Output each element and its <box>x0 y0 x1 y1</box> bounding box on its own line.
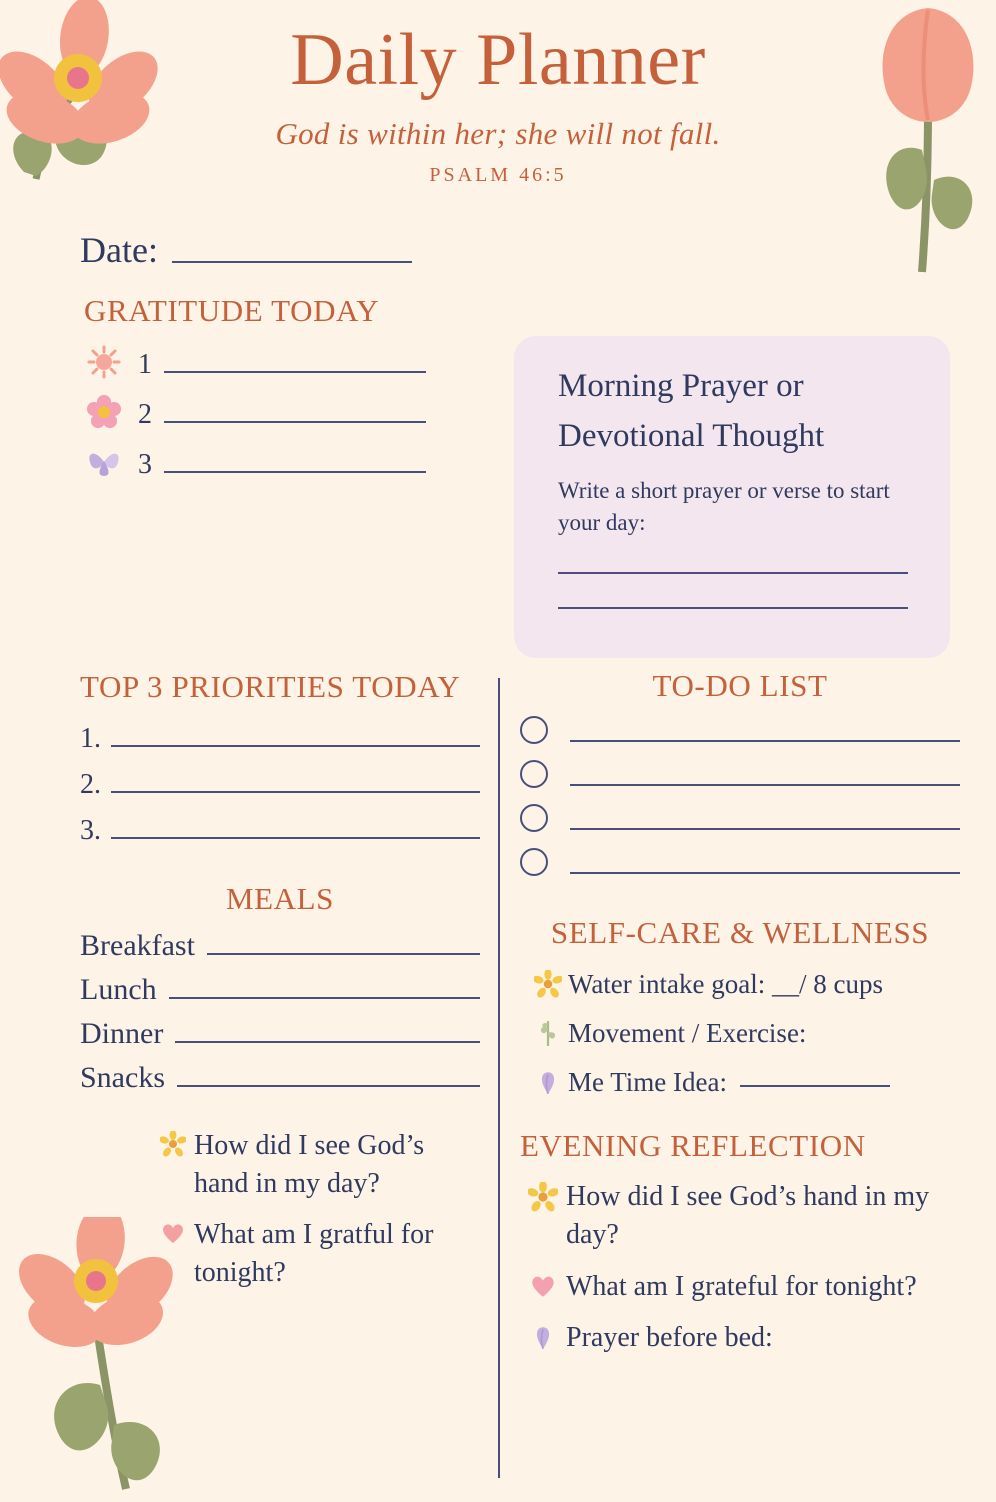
water-intake-value[interactable]: __/ 8 cups <box>772 968 883 999</box>
selfcare-item <box>528 967 960 1002</box>
left-reflection-list <box>160 1127 480 1292</box>
meal-input-line[interactable] <box>175 1040 480 1043</box>
evening-text: How did I see God’s hand in my day? <box>566 1181 930 1250</box>
sun-flower-icon <box>84 345 124 379</box>
priority-item <box>80 814 480 846</box>
left-reflection-item <box>160 1216 480 1292</box>
gratitude-number: 2 <box>138 398 152 430</box>
morning-prayer-subtitle: Write a short prayer or verse to start your day: <box>558 478 890 536</box>
yellow-flower-icon <box>520 1178 566 1212</box>
yellow-flower-icon <box>160 1127 194 1162</box>
left-column <box>80 668 480 1292</box>
meal-item <box>80 1016 480 1050</box>
gratitude-item <box>84 445 484 479</box>
selfcare-item <box>528 1065 960 1100</box>
yellow-flower-icon <box>528 970 568 998</box>
todo-input-line[interactable] <box>570 739 960 742</box>
evening-item <box>520 1268 960 1306</box>
evening-item <box>520 1319 960 1357</box>
meal-input-line[interactable] <box>177 1084 480 1087</box>
meal-label: Lunch <box>80 972 157 1006</box>
priority-number: 2. <box>80 768 101 800</box>
todo-item <box>520 804 960 836</box>
todo-input-line[interactable] <box>570 871 960 874</box>
selfcare-item <box>528 1016 960 1051</box>
meal-item <box>80 928 480 962</box>
selfcare-heading: SELF-CARE & WELLNESS <box>550 915 930 950</box>
evening-text: What am I grateful for tonight? <box>566 1270 917 1302</box>
meal-item <box>80 1060 480 1094</box>
morning-prayer-input-line[interactable] <box>558 606 908 609</box>
priority-item <box>80 722 480 754</box>
todo-checkbox[interactable] <box>520 716 548 744</box>
column-divider <box>498 678 500 1478</box>
todo-input-line[interactable] <box>570 827 960 830</box>
selfcare-label: Me Time Idea: <box>568 1066 727 1097</box>
priority-input-line[interactable] <box>111 836 480 839</box>
page-header <box>0 0 996 187</box>
todo-heading: TO-DO LIST <box>652 668 828 703</box>
todo-item <box>520 848 960 880</box>
gratitude-number: 1 <box>138 348 152 380</box>
heart-icon <box>520 1268 566 1300</box>
priority-number: 3. <box>80 814 101 846</box>
meals-heading: MEALS <box>225 880 335 916</box>
todo-checkbox[interactable] <box>520 760 548 788</box>
meal-item <box>80 972 480 1006</box>
left-reflection-item <box>160 1127 480 1203</box>
date-label: Date: <box>80 229 158 270</box>
evening-heading: EVENING REFLECTION <box>520 1128 866 1164</box>
todo-item <box>520 716 960 748</box>
morning-prayer-title: Morning Prayer or Devotional Thought <box>558 368 825 454</box>
priority-number: 1. <box>80 722 101 754</box>
page-title: Daily Planner <box>290 19 706 101</box>
meal-label: Dinner <box>80 1016 164 1050</box>
meal-input-line[interactable] <box>169 996 480 999</box>
gratitude-heading: GRATITUDE TODAY <box>84 292 380 328</box>
heart-icon <box>160 1216 194 1251</box>
meal-label: Snacks <box>80 1060 165 1094</box>
left-reflection-text: What am I gratful for tonight? <box>194 1219 434 1289</box>
gratitude-input-line[interactable] <box>164 420 426 423</box>
pink-flower-icon <box>84 395 124 429</box>
priorities-heading: TOP 3 PRIORITIES TODAY <box>80 669 461 704</box>
meal-label: Breakfast <box>80 928 195 962</box>
left-reflection-text: How did I see God’s hand in my day? <box>194 1129 425 1199</box>
priority-input-line[interactable] <box>111 744 480 747</box>
gratitude-item <box>84 345 484 379</box>
tulip-icon <box>528 1068 568 1096</box>
me-time-input-line[interactable] <box>740 1084 890 1087</box>
gratitude-number: 3 <box>138 448 152 480</box>
gratitude-input-line[interactable] <box>164 370 426 373</box>
gratitude-input-line[interactable] <box>164 470 426 473</box>
todo-checkbox[interactable] <box>520 804 548 832</box>
gratitude-section <box>84 293 484 479</box>
todo-input-line[interactable] <box>570 783 960 786</box>
verse-reference: PSALM 46:5 <box>429 163 567 186</box>
verse-text: God is within her; she will not fall. <box>275 115 721 151</box>
date-input-line[interactable] <box>172 260 412 263</box>
selfcare-label: Water intake goal: <box>568 968 766 999</box>
meal-input-line[interactable] <box>207 952 480 955</box>
evening-item <box>520 1178 960 1254</box>
priority-item <box>80 768 480 800</box>
evening-text: Prayer before bed: <box>566 1322 773 1354</box>
morning-prayer-card <box>514 336 950 658</box>
gratitude-item <box>84 395 484 429</box>
priority-input-line[interactable] <box>111 790 480 793</box>
planner-body <box>0 668 996 1492</box>
selfcare-label: Movement / Exercise: <box>568 1017 807 1048</box>
tulip-icon <box>520 1319 566 1351</box>
todo-item <box>520 760 960 792</box>
todo-checkbox[interactable] <box>520 848 548 876</box>
right-column <box>520 668 960 1357</box>
date-row <box>80 229 996 271</box>
sprig-icon <box>528 1019 568 1047</box>
morning-prayer-input-line[interactable] <box>558 571 908 574</box>
butterfly-icon <box>84 445 124 479</box>
